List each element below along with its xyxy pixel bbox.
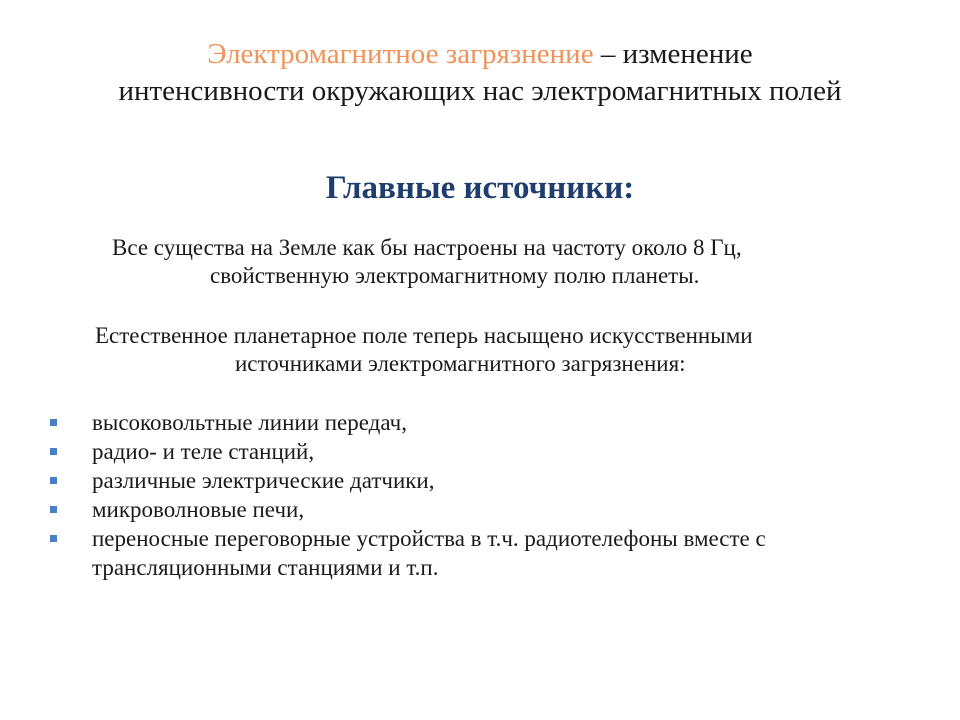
list-item bbox=[0, 524, 960, 582]
paragraph-frequency bbox=[112, 234, 742, 290]
square-bullet-icon bbox=[50, 535, 57, 542]
paragraph-line: Естественное планетарное поле теперь насыщено искусственными bbox=[95, 323, 753, 348]
sources-list bbox=[0, 408, 960, 582]
title-definition-end: интенсивности окружающих нас электромагнитных полей bbox=[118, 75, 842, 107]
section-heading: Главные источники: bbox=[325, 170, 635, 206]
title-definition-start: – изменение bbox=[593, 38, 753, 70]
paragraph-line: Все существа на Земле как бы настроены на частоту около 8 Гц, bbox=[112, 235, 742, 260]
list-item bbox=[0, 437, 960, 466]
list-item-text: различные электрические датчики, bbox=[92, 468, 435, 493]
square-bullet-icon bbox=[50, 506, 57, 513]
list-item-text: радио- и теле станций, bbox=[92, 439, 315, 464]
paragraph-line: источниками электромагнитного загрязнения: bbox=[235, 351, 686, 376]
list-item bbox=[0, 495, 960, 524]
list-item-text: микроволновые печи, bbox=[92, 497, 305, 522]
slide-title bbox=[40, 36, 920, 110]
list-item-text: трансляционными станциями и т.п. bbox=[92, 555, 439, 580]
list-item-text: переносные переговорные устройства в т.ч. радиотелефоны вместе с bbox=[92, 526, 766, 551]
paragraph-artificial-sources bbox=[95, 322, 753, 378]
paragraph-line: свойственную электромагнитному полю планеты. bbox=[210, 263, 700, 288]
list-item-text: высоковольтные линии передач, bbox=[92, 410, 407, 435]
square-bullet-icon bbox=[50, 448, 57, 455]
list-item bbox=[0, 466, 960, 495]
square-bullet-icon bbox=[50, 477, 57, 484]
square-bullet-icon bbox=[50, 419, 57, 426]
title-term: Электромагнитное загрязнение bbox=[207, 38, 594, 70]
list-item bbox=[0, 408, 960, 437]
